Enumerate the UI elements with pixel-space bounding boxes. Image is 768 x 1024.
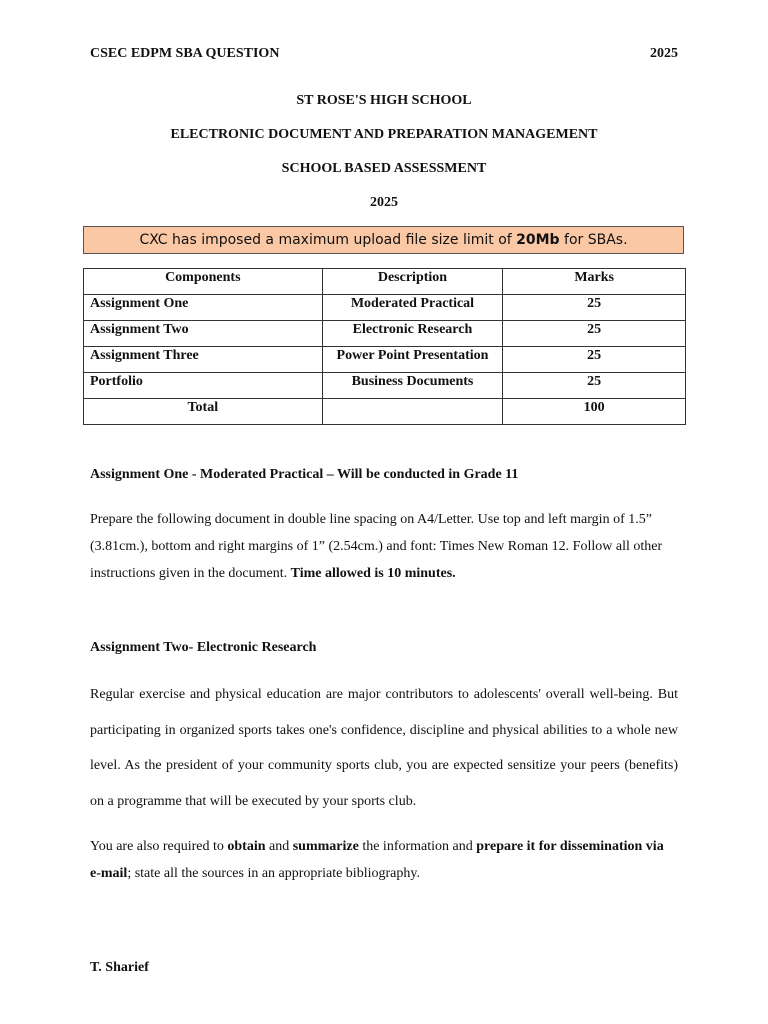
total-label: Total bbox=[84, 399, 323, 425]
assignment-two-requirements: You are also required to obtain and summarize the information and prepare it for dissemination via e-mail; state all the sources in an appropriate bibliography. bbox=[90, 839, 664, 881]
subject-title: ELECTRONIC DOCUMENT AND PREPARATION MANAGEMENT bbox=[170, 127, 598, 142]
assessment-year: 2025 bbox=[370, 195, 398, 210]
assignment-two-paragraph: Regular exercise and physical education are major contributors to adolescents' overall well-being. But participating in organized sports takes one's confidence, discipline and physical abilities to a whole new level. As the president of your community sports club, you are expected sensitize your peers (benefits) on a programme that will be executed by your sports club. bbox=[90, 687, 678, 809]
component-cell: Assignment Three bbox=[84, 347, 323, 373]
table-total-row bbox=[84, 399, 686, 425]
assignment-one-heading: Assignment One - Moderated Practical – Will be conducted in Grade 11 bbox=[90, 467, 519, 482]
component-cell: Portfolio bbox=[84, 373, 323, 399]
assignment-two-heading: Assignment Two- Electronic Research bbox=[90, 640, 317, 655]
component-cell: Assignment Two bbox=[84, 321, 323, 347]
table-header-row bbox=[84, 269, 686, 295]
header-left: CSEC EDPM SBA QUESTION bbox=[90, 46, 280, 61]
marks-cell: 25 bbox=[503, 373, 686, 399]
assessment-title: SCHOOL BASED ASSESSMENT bbox=[281, 161, 487, 176]
upload-limit-notice bbox=[83, 226, 684, 254]
description-cell: Moderated Practical bbox=[322, 295, 503, 321]
table-row bbox=[84, 295, 686, 321]
marks-cell: 25 bbox=[503, 295, 686, 321]
assignment-one-instructions: Prepare the following document in double line spacing on A4/Letter. Use top and left margin of 1.5” (3.81cm.), bottom and right margins of 1” (2.54cm.) and font: Times New Roman 12. Follow all other instructions given in the document. Time allowed is 10 minutes. bbox=[90, 512, 663, 581]
table-row bbox=[84, 321, 686, 347]
notice-text: CXC has imposed a maximum upload file size limit of 20Mb for SBAs. bbox=[139, 232, 628, 248]
total-marks: 100 bbox=[503, 399, 686, 425]
marks-cell: 25 bbox=[503, 321, 686, 347]
table-header: Components bbox=[84, 269, 323, 295]
table-header: Marks bbox=[503, 269, 686, 295]
description-cell: Power Point Presentation bbox=[322, 347, 503, 373]
time-allowed: Time allowed is 10 minutes. bbox=[290, 566, 456, 581]
notice-limit: 20Mb bbox=[516, 232, 560, 248]
description-cell: Electronic Research bbox=[322, 321, 503, 347]
header-year: 2025 bbox=[650, 46, 678, 61]
table-row bbox=[84, 373, 686, 399]
marks-cell: 25 bbox=[503, 347, 686, 373]
description-cell: Business Documents bbox=[322, 373, 503, 399]
component-cell: Assignment One bbox=[84, 295, 323, 321]
teacher-signature: T. Sharief bbox=[90, 960, 149, 975]
school-name: ST ROSE'S HIGH SCHOOL bbox=[296, 93, 472, 108]
total-description bbox=[322, 399, 503, 425]
table-header: Description bbox=[322, 269, 503, 295]
marks-table bbox=[83, 268, 686, 425]
table-row bbox=[84, 347, 686, 373]
